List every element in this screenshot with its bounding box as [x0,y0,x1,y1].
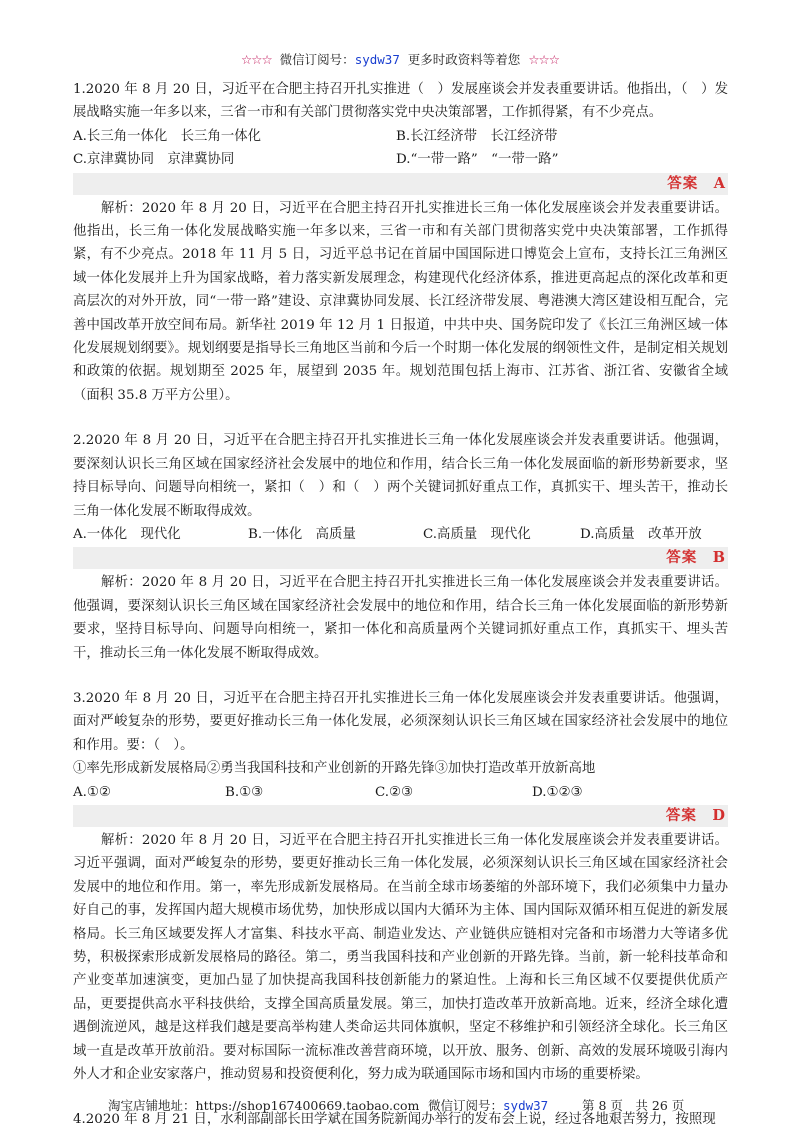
question-1 [73,78,728,407]
question-2 [73,429,728,665]
options [73,781,728,804]
option-a: A.长三角一体化 长三角一体化 [73,128,262,144]
answer-bar: 答案 B [73,547,728,569]
option-d: D.“一带一路” “一带一路” [396,152,559,168]
question-stem: 2.2020 年 8 月 20 日，习近平在合肥主持召开扎实推进长三角一体化发展座谈会并发表重要讲话。他强调，要深刻认识长三角区域在国家经济社会发展中的地位和作用，结合长三角一体化发展面临的新形势新要求，坚持目标导向、问题导向相统一，紧扣（ ）和（ ）两个关键词抓好重点工作，真抓实干、埋头苦干，推动长三角一体化发展不断取得成效。 [73,433,728,519]
question-3 [73,687,728,1087]
analysis: 解析：2020 年 8 月 20 日，习近平在合肥主持召开扎实推进长三角一体化发展座谈会并发表重要讲话。他强调，要深刻认识长三角区域在国家经济社会发展中的地位和作用，结合长三角一体化发展面临的新形势新要求，坚持目标导向、问题导向相统一，紧扣一体化和高质量两个关键词抓好重点工作，真抓实干、埋头苦干，推动长三角一体化发展不断取得成效。 [73,575,728,661]
question-stem: 1.2020 年 8 月 20 日，习近平在合肥主持召开扎实推进（ ）发展座谈会并发表重要讲话。他指出，（ ）发展战略实施一年多以来，三省一市和有关部门贯彻落实党中央决策部署，工作抓得紧，有不少亮点。 [73,82,728,121]
answer-bar: 答案 A [73,173,728,195]
option-d: D.高质量 改革开放 [580,526,702,542]
footer-wechat [428,1096,548,1114]
analysis: 解析：2020 年 8 月 20 日，习近平在合肥主持召开扎实推进长三角一体化发展座谈会并发表重要讲话。他指出，长三角一体化发展战略实施一年多以来，三省一市和有关部门贯彻落实党中央决策部署，工作抓得紧，有不少亮点。2018 年 11 月 5 日，习近平总书记在首届中国国际进口博览会上宣布，支持长江三角洲区域一体化发展并上升为国家战略，着力落实新发展理念，构建现代化经济体系，推进更高起点的深化改革和更高层次的对外开放，同“一带一路”建设、京津冀协同发展、长江经济带发展、粤港澳大湾区建设相互配合，完善中国改革开放空间布局。新华社 2019 年 12 月 1 日报道，中共中央、国务院印发了《长江三角洲区域一体化发展规划纲要》。规划纲要是指导长三角地区当前和今后一个时期一体化发展的纲领性文件，是制定相关规划和政策的依据。规划期至 2025 年，展望到 2035 年。规划范围包括上海市、江苏省、浙江省、安徽省全域（面积 35.8 万平方公里）。 [73,200,728,403]
question-stem: 3.2020 年 8 月 20 日，习近平在合肥主持召开扎实推进长三角一体化发展座谈会并发表重要讲话。他强调，面对严峻复杂的形势，要更好推动长三角一体化发展，必须深刻认识长三角区域在国家经济社会发展中的地位和作用。要：（ ）。 [73,690,728,753]
statement-items: ①率先形成新发展格局②勇当我国科技和产业创新的开路先锋③加快打造改革开放新高地 [73,761,596,777]
shop-label: 淘宝店铺地址： [108,1098,196,1113]
header-account: sydw37 [354,52,400,67]
page-header [0,50,800,68]
option-b: B.①③ [225,784,264,800]
wechat-id: sydw37 [503,1098,549,1113]
star-decoration-right: ☆☆☆ [528,52,559,67]
option-c: C.高质量 现代化 [423,526,531,542]
shop-url[interactable]: https://shop167400669.taobao.com [195,1098,420,1113]
document-content [73,78,728,1132]
option-a: A.①② [73,784,111,800]
header-slogan: 更多时政资料等着您 [407,52,521,67]
answer-bar: 答案 D [73,805,728,827]
option-b: B.长江经济带 长江经济带 [396,128,558,144]
option-c: C.②③ [375,784,414,800]
header-label: 微信订阅号： [279,52,355,67]
analysis: 解析：2020 年 8 月 20 日，习近平在合肥主持召开扎实推进长三角一体化发展座谈会并发表重要讲话。习近平强调，面对严峻复杂的形势，要更好推动长三角一体化发展，必须深刻认识长三角区域在国家经济社会发展中的地位和作用。第一，率先形成新发展格局。在当前全球市场萎缩的外部环境下，我们必须集中力量办好自己的事，发挥国内超大规模市场优势，加快形成以国内大循环为主体、国内国际双循环相互促进的新发展格局。长三角区域要发挥人才富集、科技水平高、制造业发达、产业链供应链相对完备和市场潜力大等诸多优势，积极探索形成新发展格局的路径。第二，勇当我国科技和产业创新的开路先锋。当前，新一轮科技革命和产业变革加速演变，更加凸显了加快提高我国科技创新能力的紧迫性。上海和长三角区域不仅要提供优质产品，更要提供高水平科技供给，支撑全国高质量发展。第三，加快打造改革开放新高地。近来，经济全球化遭遇倒流逆风，越是这样我们越是要高举构建人类命运共同体旗帜，坚定不移维护和引领经济全球化。长三角区域一直是改革开放前沿。要对标国际一流标准改善营商环境，以开放、服务、创新、高效的发展环境吸引海内外人才和企业安家落户，推动贸易和投资便利化，努力成为联通国际市场和国内市场的重要桥梁。 [73,832,728,1083]
star-decoration-left: ☆☆☆ [241,52,272,67]
options [73,523,728,546]
page-number: 第 8 页 共 26 页 [582,1098,685,1113]
options [73,125,728,172]
option-d: D.①②③ [532,784,583,800]
question-stem: 4.2020 年 8 月 21 日，水利部副部长田学斌在国务院新闻办举行的发布会上说，经过各地艰苦努力，按照现 [73,1112,716,1128]
option-c: C.京津冀协同 京津冀协同 [73,152,235,168]
option-a: A.一体化 现代化 [73,526,181,542]
footer-shop [108,1096,419,1114]
wechat-label: 微信订阅号： [428,1098,504,1113]
option-b: B.一体化 高质量 [248,526,356,542]
